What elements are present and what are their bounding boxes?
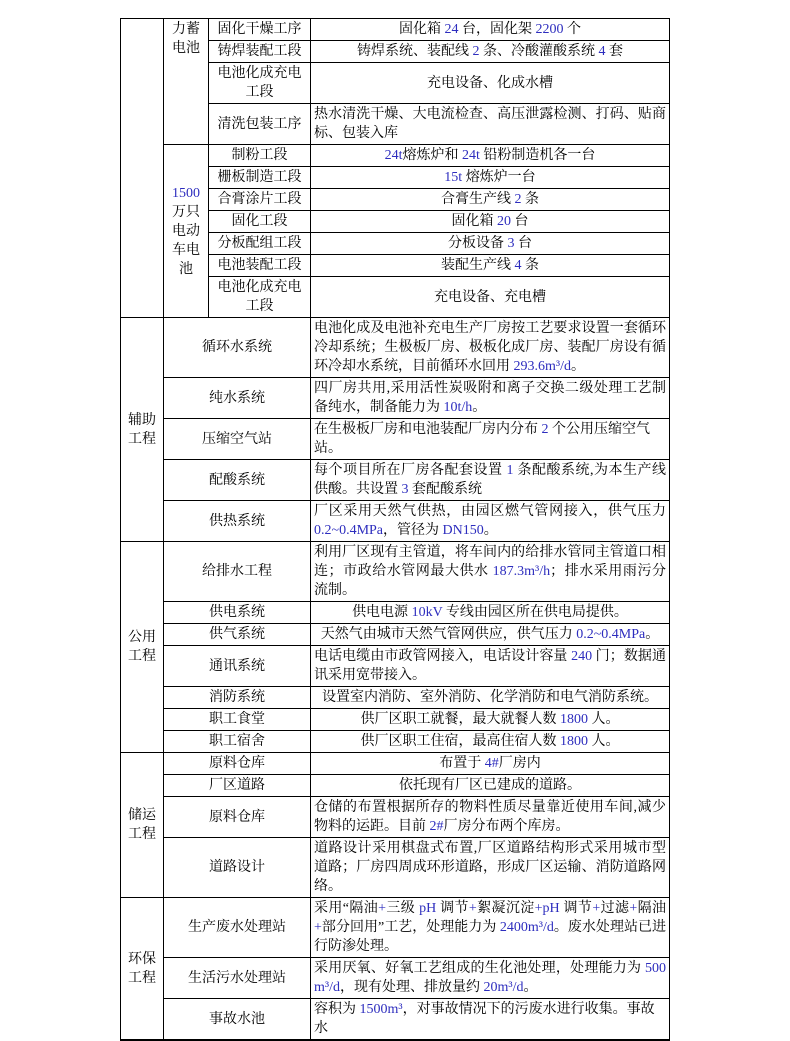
text-run: 台 [514,236,532,251]
text-run: 铸焊系统、装配线 [357,44,473,59]
text-run: 通讯系统 [209,658,265,674]
text-run: 供厂区职工就餐，最大就餐人数 [360,712,560,727]
item-desc-cell [311,501,670,542]
text-run: 。 [523,980,538,995]
process-name-cell [209,167,311,189]
table-row [121,775,670,797]
process-desc-cell [311,145,670,167]
text-run: 条 [521,192,539,207]
item-name-cell [164,646,311,687]
table-row [121,709,670,731]
table-row [121,501,670,542]
text-run: 生产废水处理站 [188,920,286,935]
text-run: 充电设备、化成水槽 [427,75,553,91]
number-highlight: 20m³/d [483,980,524,995]
text-run: 电池化成及电池补充电生产厂房按工艺要求设置一套循环冷却系统；生极板厂房、极板化成厂房、装配厂房设有循环冷却水系统，目前循环水回用 [314,321,666,374]
text-run: 配酸系统 [209,472,265,488]
text-run: 。 [645,627,660,642]
item-desc-cell [311,460,670,501]
item-desc-cell [311,602,670,624]
text-run: 纯水系统 [209,390,265,406]
number-highlight: 1800 [560,734,588,749]
text-run: 过滤 [600,901,630,916]
table-row [121,838,670,898]
item-name-cell [164,419,311,460]
text-run: 。 [483,523,498,538]
process-desc-cell [311,167,670,189]
text-run: ，现有处理、排放量约 [339,980,484,995]
item-desc-cell [311,542,670,602]
table-row [121,542,670,602]
number-highlight: 3 [507,236,515,251]
text-run: 仓储的布置根据所存的物料性质尽量靠近使用车间,减少物料的运距。目前 [314,800,666,834]
number-highlight: 20 [497,214,511,229]
item-desc-cell [311,318,670,378]
text-run: 环保工程 [128,951,156,986]
text-run: 热水清洗干燥、大电流检查、高压泄露检测、打码、贴商标、包装入库 [314,107,666,141]
section-label-cell [121,753,164,898]
item-name-cell [164,999,311,1041]
text-run: 调节 [559,901,593,916]
number-highlight: 2 [541,422,549,437]
text-run: 给排水工程 [202,564,272,579]
item-desc-cell [311,753,670,775]
text-run: 合膏生产线 [441,192,515,207]
item-desc-cell [311,731,670,753]
text-run: 装配生产线 [441,258,515,273]
text-run: 事故水池 [209,1011,265,1027]
text-run: 人。 [588,734,620,749]
text-run: 调节 [436,901,469,916]
text-run: 个公用压缩空气站。 [314,422,650,456]
process-name-cell [209,189,311,211]
number-highlight: 4 [598,44,606,59]
item-desc-cell [311,838,670,898]
number-highlight: pH [419,901,437,916]
text-run: 条 [521,258,539,273]
process-desc-cell [311,277,670,318]
text-run: 采用“隔油 [314,901,379,916]
text-run: 厂区道路 [209,778,265,793]
number-highlight: 10t/h [443,400,473,415]
process-desc-cell [311,189,670,211]
text-run: 供电电源 [352,605,412,620]
text-run: 清洗包装工序 [217,116,302,132]
number-highlight: + [592,901,601,916]
text-run: 条配酸系统,为本生产线供酸。共设置 [314,463,666,497]
table-row [121,999,670,1041]
item-desc-cell [311,958,670,999]
text-run: ，管径为 [383,523,443,538]
item-name-cell [164,753,311,775]
text-run: 循环水系统 [202,340,272,355]
text-run: 台，固化架 [458,22,536,37]
text-run: 公用工程 [128,630,156,664]
text-run: 依托现有厂区已建成的道路。 [399,778,581,793]
item-desc-cell [311,378,670,419]
item-name-cell [164,709,311,731]
table-row [121,378,670,419]
text-run: 道路设计 [209,860,265,875]
table-row [121,19,670,41]
text-run: 栅板制造工段 [217,170,302,185]
process-name-cell [209,19,311,41]
item-desc-cell [311,419,670,460]
table-row [121,731,670,753]
item-name-cell [164,378,311,419]
process-desc-cell [311,63,670,104]
text-run: 厂区采用天然气供热，由园区燃气管网接入，供气压力 [314,504,666,519]
text-run: 生活污水处理站 [188,970,286,986]
text-run: 三级 [386,901,420,916]
text-run: 职工宿舍 [209,734,265,749]
number-highlight: 1500m³ [359,1002,403,1017]
process-name-cell [209,233,311,255]
text-run: ；排水采用雨污分流制。 [314,564,667,598]
number-highlight: 0.2~0.4MPa [314,523,384,538]
text-run: 固化干燥工序 [217,22,302,37]
text-run: 万只电动车电池 [172,204,200,277]
item-name-cell [164,501,311,542]
text-run: 储运工程 [128,808,156,842]
text-run: 铸焊装配工段 [217,44,302,59]
text-run: 合膏涂片工段 [217,192,302,207]
report-page-fragment [120,18,670,1041]
item-name-cell [164,958,311,999]
process-desc-cell [311,211,670,233]
table-row [121,958,670,999]
process-name-cell [209,255,311,277]
table-row [121,797,670,838]
text-run: 个 [563,22,581,37]
text-run: 厂房分布两个库房。 [443,819,570,834]
text-run: ，对事故情况下的污废水进行收集。事故水 [314,1002,655,1036]
text-run: 套 [605,44,623,59]
item-name-cell [164,624,311,646]
text-run: 原料仓库 [209,809,265,825]
number-highlight: 2400m³/d [499,920,554,935]
text-run: 辅助工程 [128,412,156,447]
text-run: 制粉工段 [231,148,288,163]
number-highlight: 293.6m³/d [513,359,571,374]
section-label-cell [121,898,164,1041]
text-run: 供厂区职工住宿，最高住宿人数 [360,734,560,749]
text-run: 供气系统 [209,627,265,642]
text-run: 职工食堂 [209,712,265,727]
number-highlight: 4# [484,756,499,771]
table-row [121,898,670,958]
table-row [121,602,670,624]
process-desc-cell [311,233,670,255]
number-highlight: 24 [444,22,459,37]
number-highlight: + [378,901,387,916]
number-highlight: 2 [514,192,522,207]
item-desc-cell [311,687,670,709]
item-name-cell [164,731,311,753]
text-run: 设置室内消防、室外消防、化学消防和电气消防系统。 [322,690,658,705]
item-name-cell [164,602,311,624]
text-run: 门；数据通讯采用宽带接入。 [314,649,667,683]
text-run: 固化工段 [231,214,288,229]
process-name-cell [209,145,311,167]
table-body [121,19,670,1041]
text-run: 。 [570,359,585,374]
item-desc-cell [311,646,670,687]
number-highlight: 3 [401,482,409,497]
number-highlight: pH [542,901,560,916]
text-run: 容积为 [314,1002,360,1017]
section-label-cell [121,542,164,753]
text-run: 压缩空气站 [202,431,272,447]
text-run: 条、冷酸灌酸系统 [479,44,599,59]
text-run: 厂房内 [498,756,541,771]
item-name-cell [164,460,311,501]
text-run: 在生极板厂房和电池装配厂房内分布 [314,422,542,437]
text-run: 利用厂区现有主管道，将车间内的给排水管同主管道口相连；市政给水管网最大供水 [314,545,666,579]
text-run: 人。 [588,712,620,727]
table-row [121,753,670,775]
number-highlight: 187.3m³/h [492,564,551,579]
text-run: 消防系统 [209,690,265,705]
number-highlight: + [314,920,322,935]
number-highlight: 1500 [172,185,200,201]
item-name-cell [164,318,311,378]
text-run: 电池化成充电工段 [217,66,302,100]
text-run: 套配酸系统 [408,482,482,497]
process-desc-cell [311,41,670,63]
process-name-cell [209,277,311,318]
process-name-cell [209,63,311,104]
process-name-cell [209,41,311,63]
product-group-label-cell [164,19,209,145]
number-highlight: 1 [506,463,514,478]
text-run: 固化箱 [399,22,445,37]
text-run: 熔炼炉和 [402,148,462,163]
text-run: 力蓄电池 [172,22,200,56]
text-run: 铅粉制造机各一台 [479,148,596,163]
text-run: 。废水处理站已进行防渗处理。 [314,920,666,954]
item-name-cell [164,838,311,898]
number-highlight: + [534,901,543,916]
item-desc-cell [311,898,670,958]
item-desc-cell [311,999,670,1041]
process-desc-cell [311,255,670,277]
item-name-cell [164,797,311,838]
text-run: 电话电缆由市政管网接入，电话设计容量 [314,649,572,664]
number-highlight: 4 [514,258,522,273]
table-row [121,646,670,687]
table-row [121,419,670,460]
text-run: 供电系统 [209,605,265,620]
table-row [121,687,670,709]
number-highlight: 1800 [560,712,588,727]
text-run: 天然气由城市天然气管网供应，供气压力 [320,627,577,642]
process-desc-cell [311,104,670,145]
table-row [121,318,670,378]
project-composition-table [120,18,670,1041]
text-run: 熔炼炉一台 [462,170,536,185]
number-highlight: 24t [384,148,403,163]
item-desc-cell [311,709,670,731]
number-highlight: 240 [571,649,593,664]
text-run: 台 [511,214,529,229]
item-name-cell [164,898,311,958]
text-run: 分板设备 [448,236,508,251]
text-run: 布置于 [439,756,485,771]
number-highlight: 2 [472,44,480,59]
text-run: 原料仓库 [209,756,265,771]
text-run: 充电设备、充电槽 [434,289,546,305]
text-run: 部分回用”工艺，处理能力为 [321,920,500,935]
text-run: 絮凝沉淀 [476,901,535,916]
section-label-cell [121,318,164,542]
item-desc-cell [311,624,670,646]
process-name-cell [209,104,311,145]
item-desc-cell [311,775,670,797]
item-name-cell [164,775,311,797]
text-run: 四厂房共用,采用活性炭吸附和离子交换二级处理工艺制备纯水，制备能力为 [314,381,666,415]
table-row [121,460,670,501]
text-run: 供热系统 [209,513,265,529]
item-name-cell [164,687,311,709]
table-row [121,624,670,646]
text-run: 道路设计采用棋盘式布置,厂区道路结构形式采用城市型道路；厂房四周成环形道路，形成厂区运输、消防道路网络。 [314,841,666,894]
number-highlight: 2# [429,819,444,834]
number-highlight: 10kV [411,605,443,620]
number-highlight: 0.2~0.4MPa [576,627,646,642]
text-run: 。 [472,400,487,415]
number-highlight: 500 m³/d [314,961,666,995]
text-run: 电池装配工段 [217,258,302,273]
table-row [121,145,670,167]
number-highlight: 2200 [535,22,564,37]
number-highlight: + [629,901,638,916]
text-run: 固化箱 [451,214,497,229]
text-run: 采用厌氧、好氧工艺组成的生化池处理，处理能力为 [314,961,645,976]
item-desc-cell [311,797,670,838]
number-highlight: 15t [444,170,463,185]
main-project-label-cell [121,19,164,318]
text-run: 电池化成充电工段 [217,280,302,314]
text-run: 隔油 [637,901,667,916]
item-name-cell [164,542,311,602]
product-group-label-cell [164,145,209,318]
process-desc-cell [311,19,670,41]
number-highlight: + [468,901,477,916]
number-highlight: DN150 [442,523,484,538]
text-run: 分板配组工段 [217,236,302,251]
process-name-cell [209,211,311,233]
number-highlight: 24t [462,148,480,163]
text-run: 专线由园区所在供电局提供。 [442,605,628,620]
text-run: 每个项目所在厂房各配套设置 [314,463,507,478]
